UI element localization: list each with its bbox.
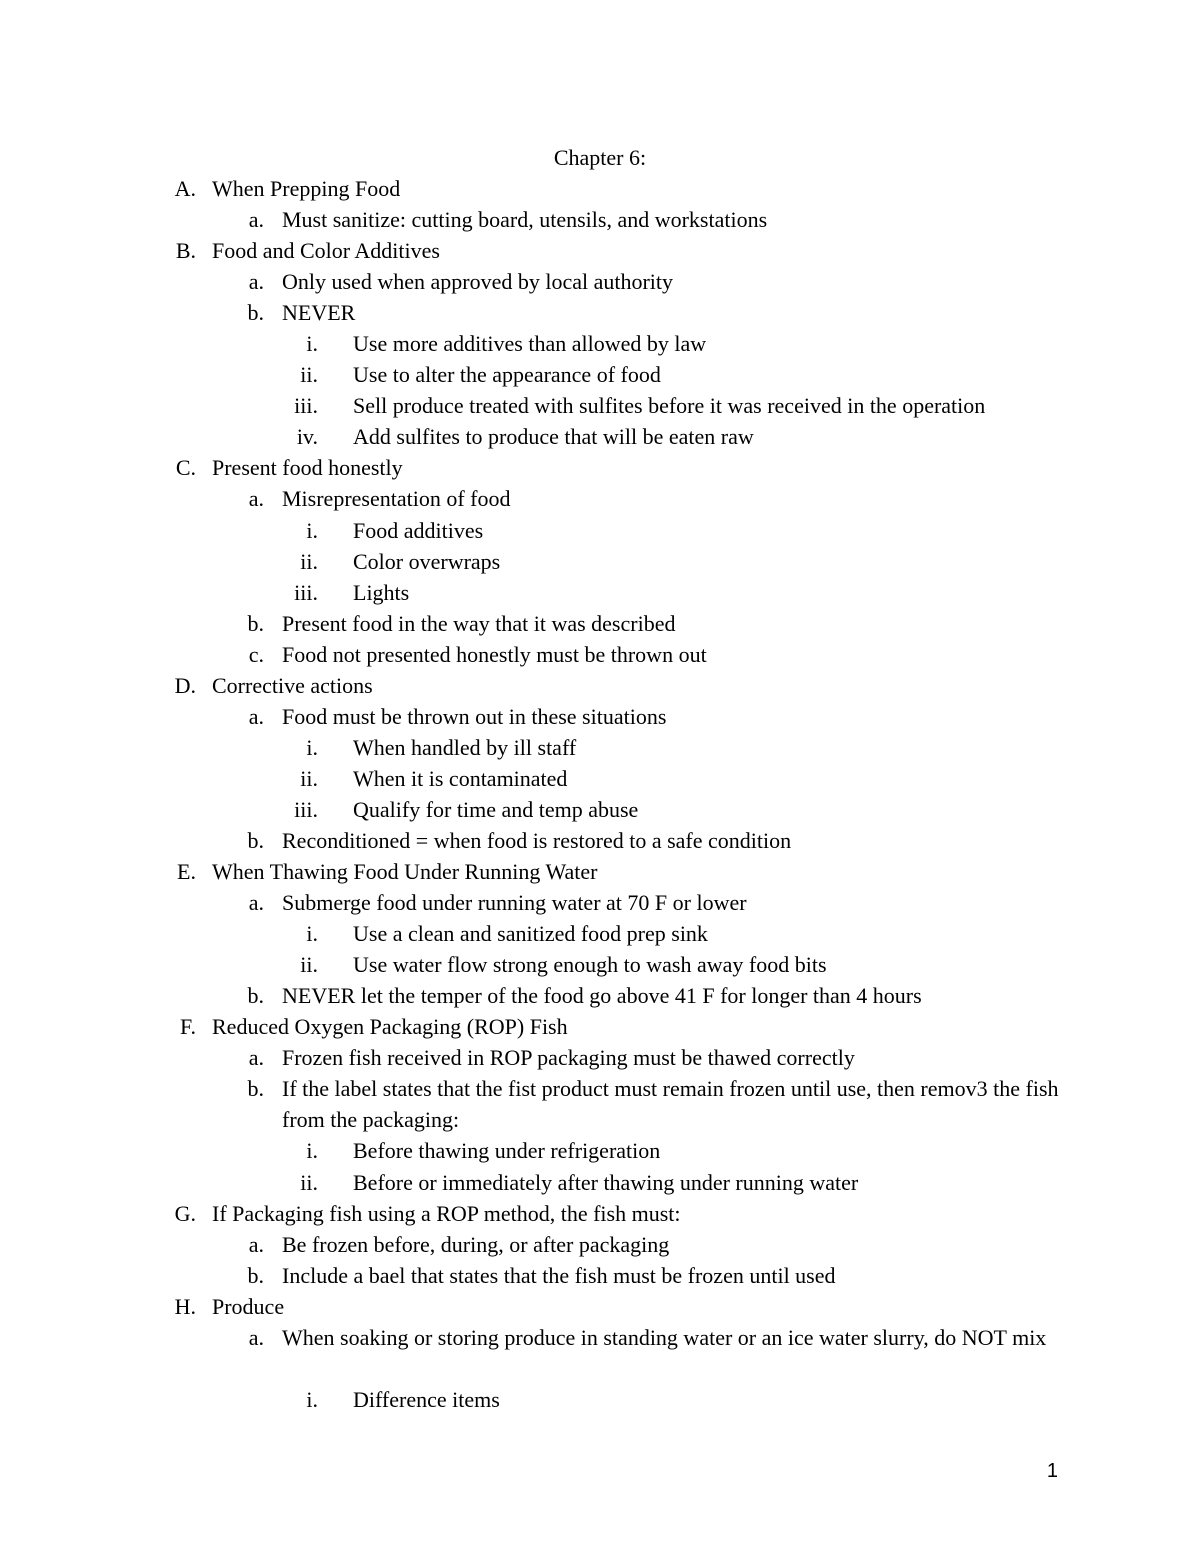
outline-text: When it is contaminated bbox=[353, 765, 568, 791]
outline-marker: a. bbox=[248, 1045, 264, 1071]
outline-item-level-2 bbox=[0, 608, 1200, 639]
outline-text: Present food in the way that it was described bbox=[282, 610, 676, 636]
outline-item-level-3 bbox=[0, 763, 1200, 794]
page-title: Chapter 6: bbox=[553, 145, 647, 170]
outline-item-level-3 bbox=[0, 1167, 1200, 1198]
outline-text: Before thawing under refrigeration bbox=[353, 1138, 661, 1164]
page-number: 1 bbox=[1046, 1460, 1058, 1482]
outline-item-level-1 bbox=[0, 1198, 1200, 1229]
outline-marker: b. bbox=[247, 610, 264, 636]
outline-item-level-1 bbox=[0, 1291, 1200, 1322]
outline-marker: A. bbox=[174, 176, 196, 201]
outline-marker: b. bbox=[247, 300, 264, 326]
outline-item-level-2 bbox=[0, 1073, 1200, 1135]
outline-marker: ii. bbox=[300, 548, 318, 574]
outline-text: Food must be thrown out in these situations bbox=[282, 703, 667, 729]
outline-marker: B. bbox=[175, 238, 196, 264]
outline-item-level-3 bbox=[0, 546, 1200, 577]
outline-marker: b. bbox=[247, 827, 264, 853]
outline-text: When soaking or storing produce in standing water or an ice water slurry, do NOT mix bbox=[282, 1324, 1047, 1350]
outline-item-level-1 bbox=[0, 173, 1200, 204]
outline-text: NEVER bbox=[282, 300, 356, 326]
outline-text: Use to alter the appearance of food bbox=[353, 362, 661, 388]
outline-marker: E. bbox=[177, 859, 196, 885]
outline-item-level-1 bbox=[0, 1011, 1200, 1042]
outline-item-level-2 bbox=[0, 825, 1200, 856]
outline-text: Produce bbox=[212, 1293, 285, 1319]
outline-text: Include a bael that states that the fish must be frozen until used bbox=[282, 1262, 836, 1288]
outline-marker: a. bbox=[248, 1324, 264, 1350]
outline-marker: b. bbox=[247, 983, 264, 1009]
outline-text: Reduced Oxygen Packaging (ROP) Fish bbox=[212, 1014, 568, 1040]
outline-text: Use a clean and sanitized food prep sink bbox=[353, 921, 708, 947]
outline-item-level-3 bbox=[0, 949, 1200, 980]
outline-marker: C. bbox=[175, 455, 196, 481]
outline-item-level-1 bbox=[0, 670, 1200, 701]
outline-marker: G. bbox=[174, 1200, 196, 1226]
outline-text: Must sanitize: cutting board, utensils, and workstations bbox=[282, 207, 768, 233]
outline-item-level-2 bbox=[0, 1042, 1200, 1073]
outline-text: When Thawing Food Under Running Water bbox=[212, 859, 598, 885]
outline-text: Food and Color Additives bbox=[212, 238, 440, 264]
outline-item-level-2 bbox=[0, 204, 1200, 235]
outline-marker: c. bbox=[248, 641, 264, 667]
outline-text: If Packaging fish using a ROP method, the fish must: bbox=[212, 1200, 681, 1226]
outline-text: Present food honestly bbox=[212, 455, 403, 481]
outline-text: Submerge food under running water at 70 F or lower bbox=[282, 890, 747, 916]
outline-marker: ii. bbox=[300, 765, 318, 791]
outline-marker: iii. bbox=[294, 579, 318, 605]
outline-marker: H. bbox=[174, 1293, 196, 1319]
outline-item-level-3 bbox=[0, 421, 1200, 452]
outline-marker: ii. bbox=[300, 952, 318, 978]
outline-item-level-3 bbox=[0, 359, 1200, 390]
outline-text: Be frozen before, during, or after packaging bbox=[282, 1231, 670, 1257]
outline-marker: ii. bbox=[300, 362, 318, 388]
outline-text: Use water flow strong enough to wash away food bits bbox=[353, 952, 827, 978]
outline-item-level-2 bbox=[0, 639, 1200, 670]
outline-text: When handled by ill staff bbox=[353, 734, 577, 760]
outline-text: Color overwraps bbox=[353, 548, 501, 574]
outline-marker: iii. bbox=[294, 796, 318, 822]
outline-marker: iv. bbox=[296, 424, 318, 450]
outline-text: Add sulfites to produce that will be eaten raw bbox=[353, 424, 754, 450]
outline-marker: i. bbox=[306, 734, 318, 760]
outline-text: NEVER let the temper of the food go above 41 F for longer than 4 hours bbox=[282, 983, 922, 1009]
outline-item-level-3 bbox=[0, 1384, 1200, 1415]
outline-text: Reconditioned = when food is restored to a safe condition bbox=[282, 827, 792, 853]
outline-text: If the label states that the fist product must remain frozen until use, then remov3 the fish from the packaging: bbox=[282, 1076, 1059, 1133]
outline-list bbox=[0, 173, 1200, 1415]
outline-text: Difference items bbox=[353, 1386, 500, 1412]
outline-text: Frozen fish received in ROP packaging must be thawed correctly bbox=[282, 1045, 855, 1071]
outline-marker: i. bbox=[306, 517, 318, 543]
outline-marker: i. bbox=[306, 1138, 318, 1164]
outline-text: Before or immediately after thawing under running water bbox=[353, 1169, 859, 1195]
outline-marker: ii. bbox=[300, 1169, 318, 1195]
outline-item-level-2 bbox=[0, 1229, 1200, 1260]
outline-item-level-3 bbox=[0, 515, 1200, 546]
outline-item-level-1 bbox=[0, 235, 1200, 266]
outline-text: Misrepresentation of food bbox=[282, 486, 511, 512]
outline-text: Only used when approved by local authority bbox=[282, 269, 674, 295]
outline-text: Lights bbox=[353, 579, 410, 605]
outline-text: Use more additives than allowed by law bbox=[353, 331, 707, 357]
outline-item-level-2 bbox=[0, 483, 1200, 514]
outline-item-level-1 bbox=[0, 856, 1200, 887]
outline-marker: a. bbox=[248, 207, 264, 233]
outline-item-level-2 bbox=[0, 1322, 1200, 1384]
outline-item-level-2 bbox=[0, 1260, 1200, 1291]
outline-item-level-2 bbox=[0, 266, 1200, 297]
outline-item-level-3 bbox=[0, 390, 1200, 421]
outline-text: Food not presented honestly must be thrown out bbox=[282, 641, 707, 667]
outline-item-level-3 bbox=[0, 732, 1200, 763]
outline-item-level-3 bbox=[0, 1135, 1200, 1166]
outline-item-level-1 bbox=[0, 452, 1200, 483]
outline-item-level-2 bbox=[0, 701, 1200, 732]
outline-marker: b. bbox=[247, 1076, 264, 1102]
outline-text: Corrective actions bbox=[212, 672, 373, 698]
outline-item-level-3 bbox=[0, 918, 1200, 949]
outline-item-level-3 bbox=[0, 328, 1200, 359]
outline-text: Food additives bbox=[353, 517, 484, 543]
outline-marker: i. bbox=[306, 921, 318, 947]
outline-item-level-3 bbox=[0, 577, 1200, 608]
outline-marker: b. bbox=[247, 1262, 264, 1288]
outline-marker: a. bbox=[248, 703, 264, 729]
outline-marker: a. bbox=[248, 890, 264, 916]
outline-marker: i. bbox=[306, 331, 318, 357]
outline-marker: D. bbox=[174, 672, 196, 698]
outline-marker: i. bbox=[306, 1386, 318, 1412]
outline-marker: F. bbox=[180, 1014, 196, 1040]
outline-marker: a. bbox=[248, 1231, 264, 1257]
outline-marker: a. bbox=[248, 486, 264, 512]
outline-text: Sell produce treated with sulfites before it was received in the operation bbox=[353, 393, 986, 419]
outline-text: Qualify for time and temp abuse bbox=[353, 796, 639, 822]
outline-text: When Prepping Food bbox=[212, 176, 401, 201]
outline-item-level-3 bbox=[0, 794, 1200, 825]
outline-marker: a. bbox=[248, 269, 264, 295]
outline-marker: iii. bbox=[294, 393, 318, 419]
outline-item-level-2 bbox=[0, 980, 1200, 1011]
outline-item-level-2 bbox=[0, 297, 1200, 328]
outline-item-level-2 bbox=[0, 887, 1200, 918]
